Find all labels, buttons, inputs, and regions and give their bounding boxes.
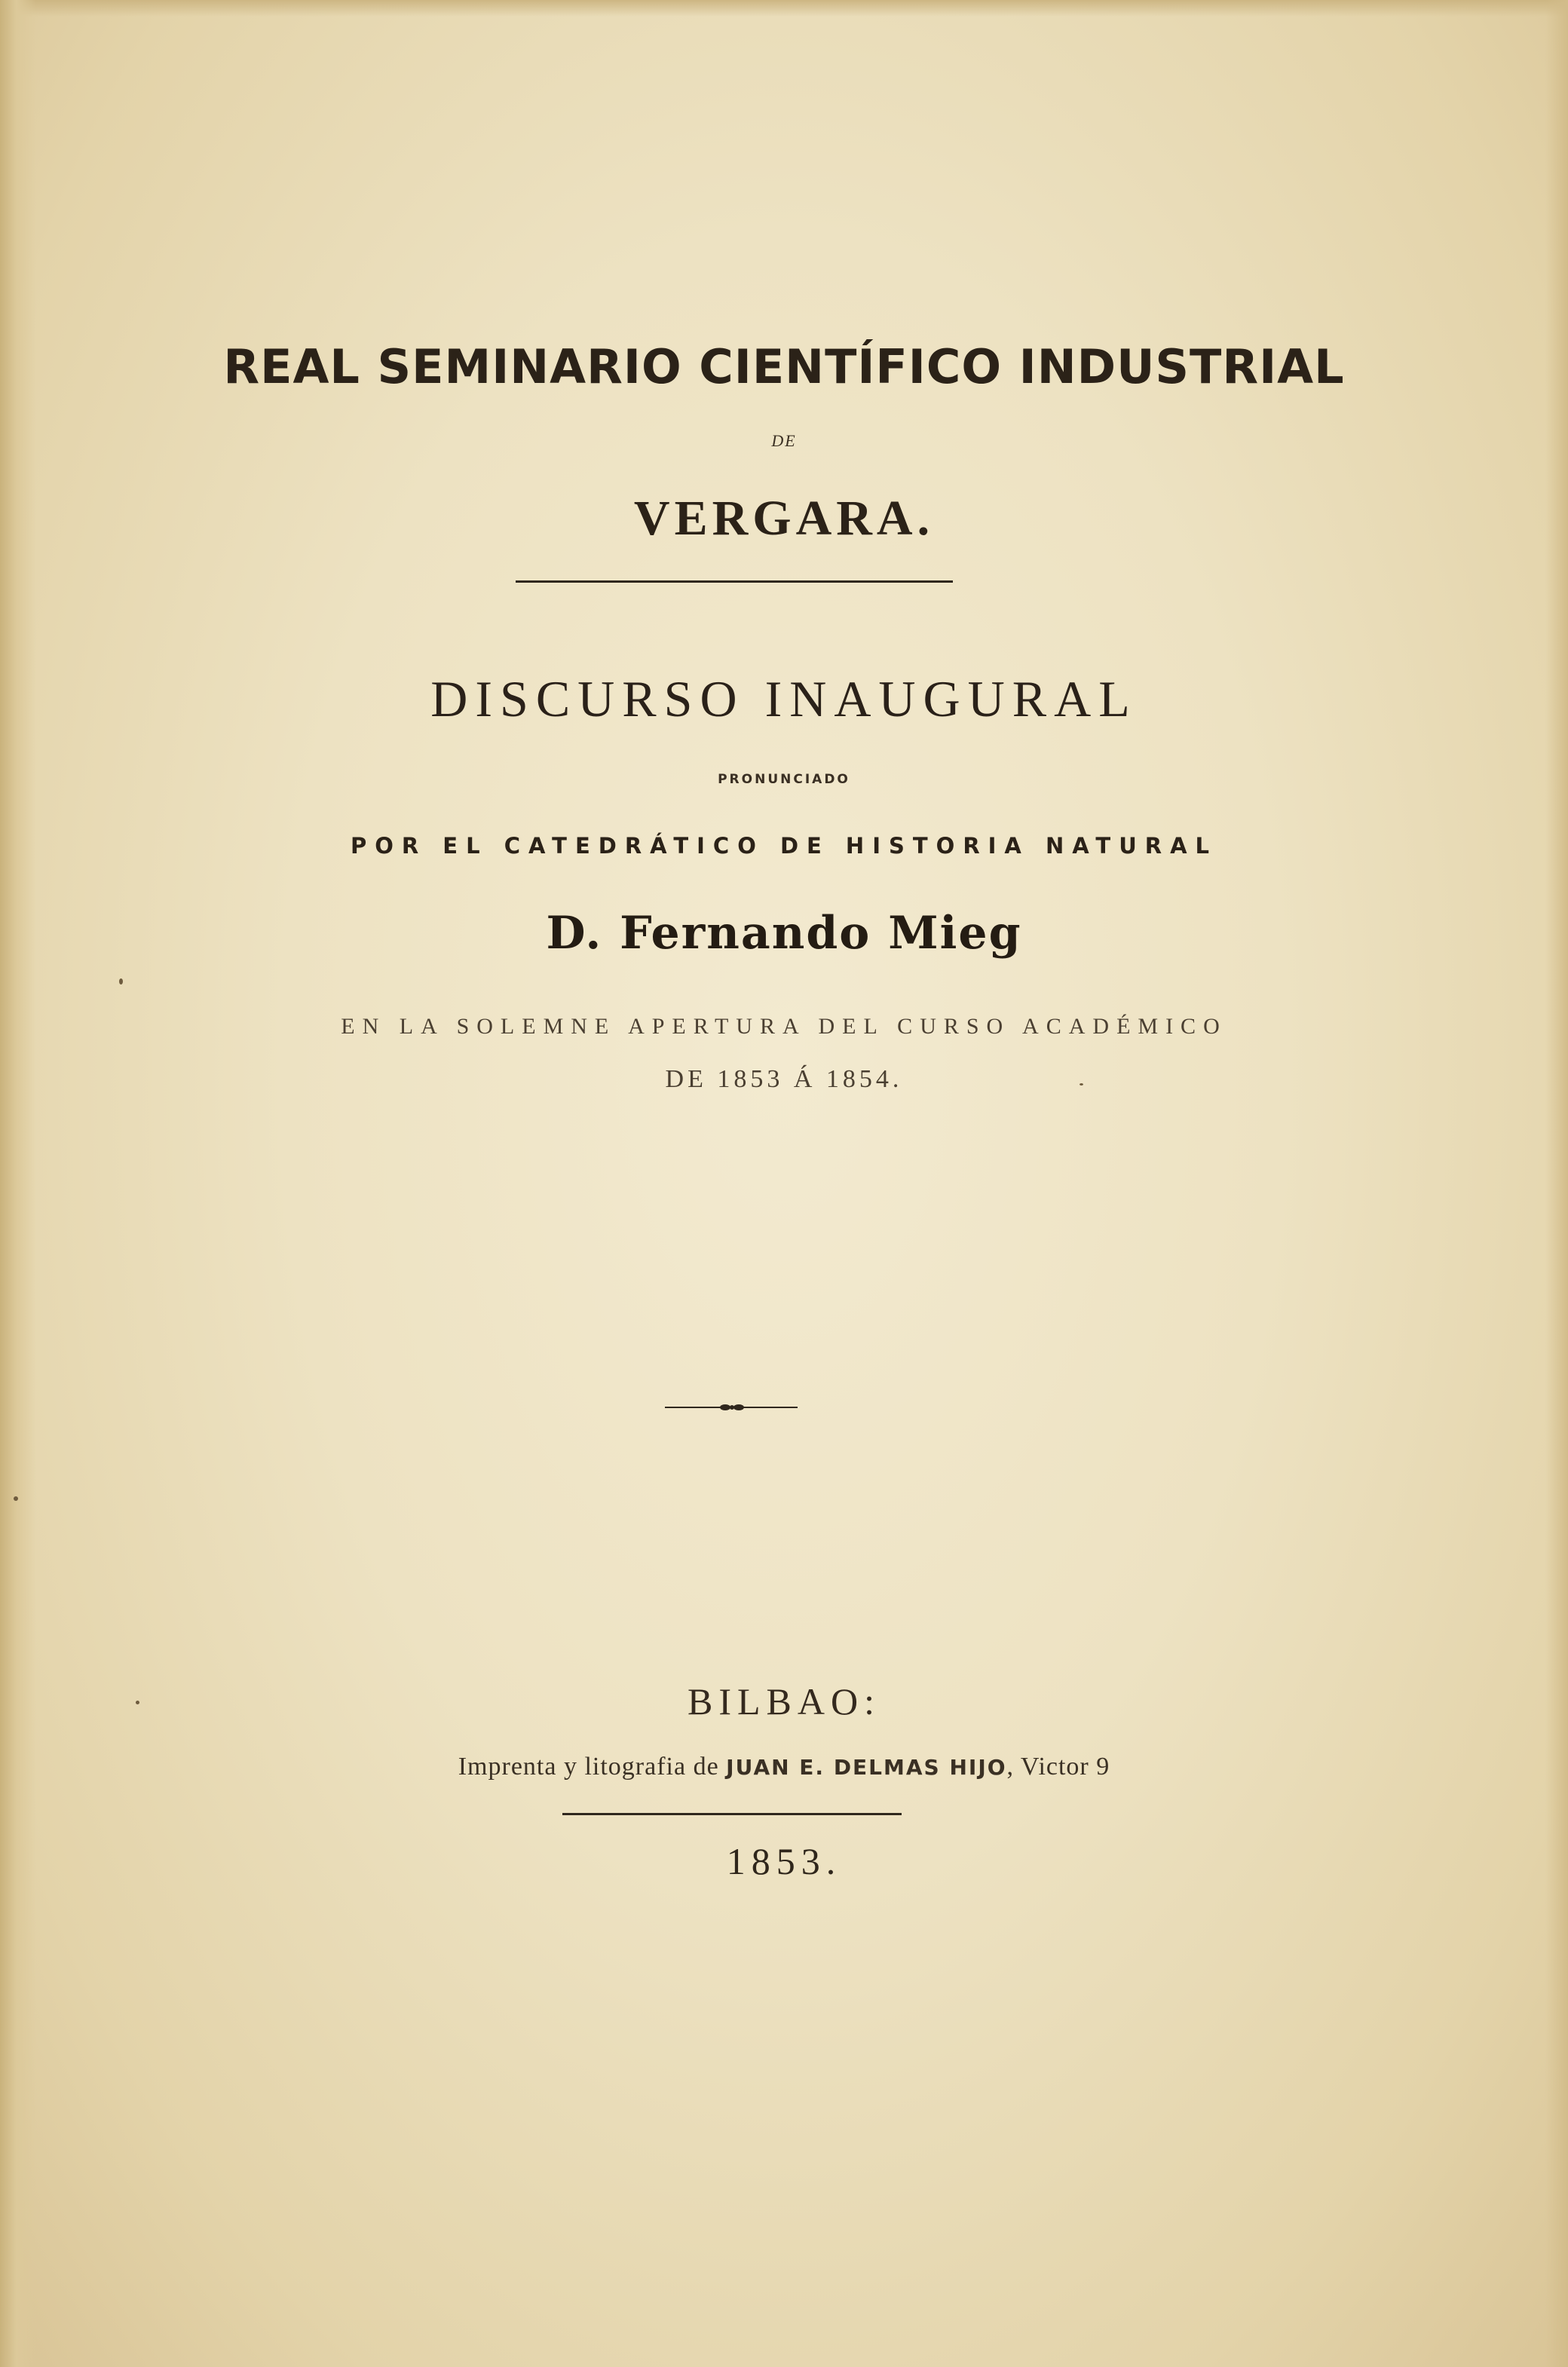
paper-speck xyxy=(14,1496,18,1501)
ornament-divider-icon xyxy=(663,1400,799,1415)
page-edge-top xyxy=(0,0,1568,17)
imprint-year: 1853. xyxy=(726,1840,842,1882)
place-title: VERGARA. xyxy=(633,491,935,546)
title-connector: DE xyxy=(771,431,797,450)
paper-speck xyxy=(1080,1083,1083,1086)
pronounced-label: PRONUNCIADO xyxy=(718,772,850,787)
institution-title: REAL SEMINARIO CIENTÍFICO INDUSTRIAL xyxy=(223,339,1345,394)
byline: POR EL CATEDRÁTICO DE HISTORIA NATURAL xyxy=(350,833,1218,859)
imprint-divider xyxy=(562,1813,902,1815)
title-divider xyxy=(516,580,953,583)
occasion-line: EN LA SOLEMNE APERTURA DEL CURSO ACADÉMICO xyxy=(341,1014,1227,1039)
printer-prefix: Imprenta y litografia de xyxy=(458,1753,719,1781)
imprint-city: BILBAO: xyxy=(688,1680,880,1722)
paper-speck xyxy=(136,1701,139,1704)
discourse-title: DISCURSO INAUGURAL xyxy=(430,670,1138,727)
author-name: D. Fernando Mieg xyxy=(546,907,1022,960)
printer-suffix: , Victor 9 xyxy=(1006,1753,1110,1781)
paper-speck xyxy=(119,978,123,984)
printer-name: JUAN E. DELMAS HIJO xyxy=(726,1755,1007,1780)
academic-years: DE 1853 Á 1854. xyxy=(665,1065,903,1093)
imprint-printer xyxy=(0,1753,1568,1781)
